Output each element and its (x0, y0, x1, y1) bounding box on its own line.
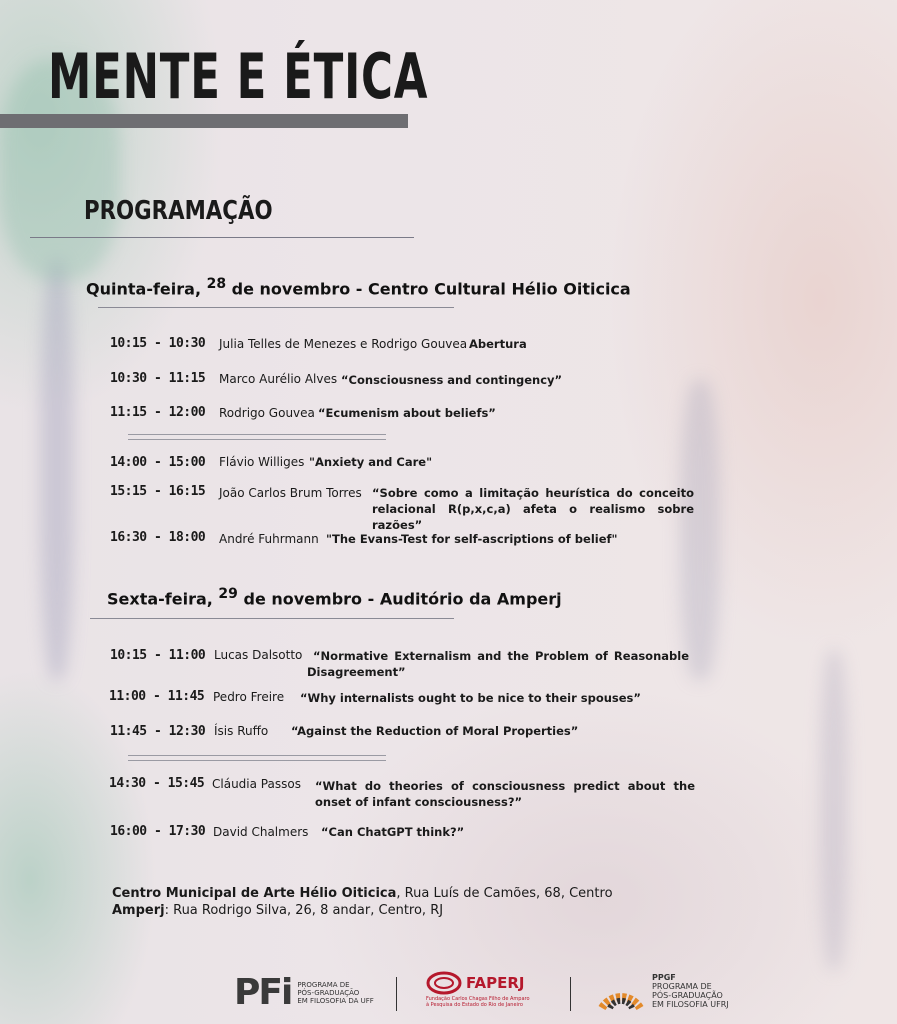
session-time: 16:00 - 17:30 (110, 824, 206, 839)
session-time: 11:00 - 11:45 (109, 689, 205, 704)
session-speaker: Cláudia Passos (212, 777, 301, 791)
session-speaker: Lucas Dalsotto (214, 648, 303, 662)
faperj-swirl-icon (426, 970, 462, 996)
faperj-logo-mark: FAPERJ (466, 974, 525, 992)
page-title: MENTE E ÉTICA (48, 40, 429, 113)
divider (30, 237, 414, 238)
session-talk: “Consciousness and contingency” (341, 373, 563, 387)
break-divider (128, 755, 386, 761)
session-time: 10:15 - 11:00 (110, 648, 206, 663)
venue-line-1 (112, 886, 613, 901)
break-divider (128, 434, 386, 440)
venue-name: Amperj (112, 903, 165, 918)
section-title: PROGRAMAÇÃO (84, 196, 273, 226)
day-number: 29 (218, 586, 238, 602)
venue-line-2 (112, 903, 443, 918)
session-speaker: Ísis Ruffo (214, 724, 269, 738)
logo-text: PROGRAMA DE (297, 980, 350, 989)
session-speaker: Flávio Williges (219, 455, 305, 469)
session-talk: “Normative Externalism and the Problem of Reasonable Disagreement” (307, 649, 689, 679)
session-talk: Abertura (469, 337, 527, 351)
venue-name: Centro Municipal de Arte Hélio Oiticica (112, 886, 397, 901)
logo-text: PÓS-GRADUAÇÃO (652, 991, 723, 1000)
session-talk: “What do theories of consciousness predict about the onset of infant consciousness?” (315, 779, 695, 809)
session-speaker: Rodrigo Gouvea (219, 406, 315, 420)
session-time: 14:30 - 15:45 (109, 776, 205, 791)
day-heading-1 (86, 276, 631, 298)
session-talk: “Why internalists ought to be nice to their spouses” (300, 691, 641, 705)
session-time: 10:30 - 11:15 (110, 371, 206, 386)
session-talk: "The Evans-Test for self-ascriptions of belief" (326, 532, 618, 546)
session-time: 11:45 - 12:30 (110, 724, 206, 739)
pfi-logo-mark: PFi (234, 972, 292, 1013)
session-time: 11:15 - 12:00 (110, 405, 206, 420)
logo-divider (396, 977, 397, 1011)
divider (98, 307, 454, 308)
logo-divider (570, 977, 571, 1011)
weekday: Sexta-feira, (107, 589, 213, 609)
logo-text: EM FILOSOFIA DA UFF (297, 996, 374, 1005)
pfi-logo (234, 972, 374, 1013)
logo-text: EM FILOSOFIA UFRJ (652, 1000, 729, 1009)
session-talk: "Anxiety and Care" (309, 455, 433, 469)
session-speaker: André Fuhrmann (219, 532, 319, 546)
title-underline-bar (0, 114, 408, 128)
day-location: de novembro - Auditório da Amperj (243, 589, 562, 609)
logo-text: à Pesquisa do Estado do Rio de Janeiro (426, 1002, 523, 1008)
session-speaker: Julia Telles de Menezes e Rodrigo Gouvea (219, 337, 468, 351)
venue-address: , Rua Luís de Camões, 68, Centro (396, 886, 613, 901)
weekday: Quinta-feira, (86, 279, 202, 299)
session-time: 16:30 - 18:00 (110, 530, 206, 545)
session-talk: “Ecumenism about beliefs” (318, 406, 496, 420)
session-time: 14:00 - 15:00 (110, 455, 206, 470)
day-heading-2 (107, 586, 562, 608)
session-time: 15:15 - 16:15 (110, 484, 206, 499)
session-speaker: Marco Aurélio Alves (219, 372, 338, 386)
ppgf-logo (598, 970, 729, 1012)
day-number: 28 (206, 276, 227, 292)
divider (90, 618, 454, 619)
session-speaker: David Chalmers (213, 825, 309, 839)
ppgf-fan-icon (598, 970, 644, 1012)
logo-text: PÓS-GRADUAÇÃO (297, 988, 360, 997)
faperj-logo (426, 970, 530, 1008)
session-speaker: João Carlos Brum Torres (219, 486, 362, 500)
session-time: 10:15 - 10:30 (110, 336, 206, 351)
logo-text: Fundação Carlos Chagas Filho de Amparo (426, 996, 530, 1002)
session-speaker: Pedro Freire (213, 690, 285, 704)
logo-text: PROGRAMA DE (652, 982, 712, 991)
day-location: de novembro - Centro Cultural Hélio Oiticica (231, 279, 631, 299)
session-talk: “Can ChatGPT think?” (321, 825, 465, 839)
ppgf-logo-mark: PPGF (652, 973, 676, 982)
venue-address: : Rua Rodrigo Silva, 26, 8 andar, Centro, RJ (164, 903, 444, 918)
session-talk: “Sobre como a limitação heurística do conceito relacional R(p,x,c,a) afeta o realismo sobre razões” (372, 486, 694, 532)
session-talk: “Against the Reduction of Moral Properties” (291, 724, 579, 738)
